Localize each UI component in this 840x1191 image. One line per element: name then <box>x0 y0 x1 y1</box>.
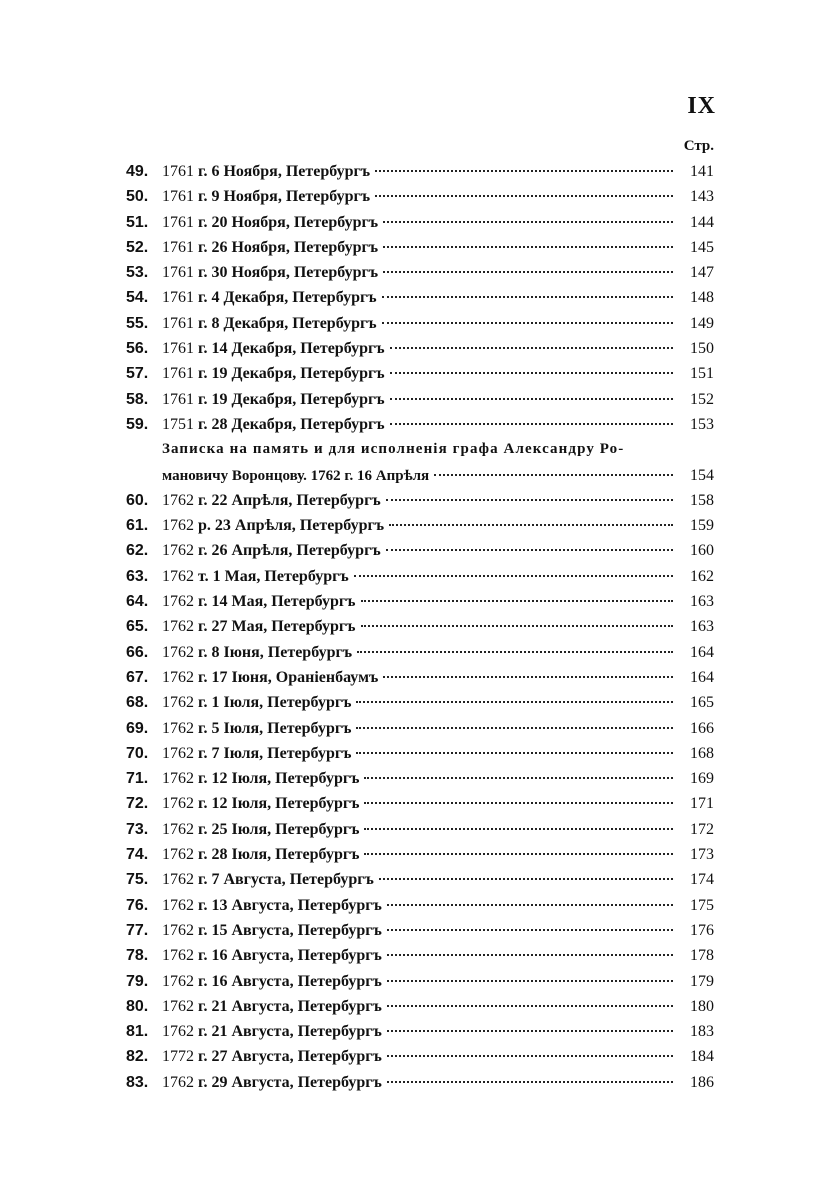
entry-date-place: г. 16 Августа, Петербургъ <box>198 972 382 990</box>
entry-text <box>162 791 359 816</box>
entry-text <box>162 665 378 690</box>
entry-number: 56. <box>126 340 149 358</box>
entry-number: 60. <box>126 491 149 509</box>
toc-entry <box>126 564 714 589</box>
entry-text <box>162 1044 382 1069</box>
entry-text <box>162 716 351 741</box>
entry-page: 169 <box>690 770 714 788</box>
entry-number: 63. <box>126 567 149 585</box>
entry-year: 1762 <box>162 593 194 611</box>
entry-text <box>162 640 352 665</box>
toc-note-line-1: Записка на память и для исполненія графа Александру Ро- <box>162 441 625 458</box>
entry-text <box>162 260 378 285</box>
entry-year: 1762 <box>162 542 194 560</box>
entry-page: 175 <box>690 896 714 914</box>
entry-text <box>162 994 382 1019</box>
entry-year: 1761 <box>162 264 194 282</box>
table-of-contents <box>126 159 714 1095</box>
toc-entry <box>126 690 714 715</box>
entry-year: 1762 <box>162 820 194 838</box>
entry-number: 65. <box>126 618 149 636</box>
entry-page: 168 <box>690 744 714 762</box>
entry-number: 80. <box>126 997 149 1015</box>
dot-leader <box>364 853 673 855</box>
entry-date-place: г. 21 Августа, Петербургъ <box>198 1023 382 1041</box>
entry-date-place: г. 21 Августа, Петербургъ <box>198 997 382 1015</box>
entry-page: 158 <box>690 491 714 509</box>
entry-text <box>162 690 351 715</box>
toc-entry <box>126 943 714 968</box>
entry-text <box>162 741 351 766</box>
dot-leader <box>356 752 673 754</box>
toc-entry <box>126 1044 714 1069</box>
entry-year: 1762 <box>162 997 194 1015</box>
entry-year: 1761 <box>162 390 194 408</box>
toc-entry <box>126 311 714 336</box>
toc-entry <box>126 994 714 1019</box>
toc-entry <box>126 867 714 892</box>
entry-date-place: г. 19 Декабря, Петербургъ <box>198 365 385 383</box>
entry-date-place: г. 26 Апрѣля, Петербургъ <box>198 542 381 560</box>
entry-number: 58. <box>126 390 149 408</box>
entry-number: 54. <box>126 289 149 307</box>
toc-entry <box>126 235 714 260</box>
entry-page: 162 <box>690 567 714 585</box>
dot-leader <box>364 777 673 779</box>
entry-page: 174 <box>690 871 714 889</box>
entry-year: 1762 <box>162 618 194 636</box>
toc-entry <box>126 210 714 235</box>
entry-page: 164 <box>690 668 714 686</box>
toc-entry <box>126 766 714 791</box>
entry-year: 1762 <box>162 567 194 585</box>
entry-date-place: г. 27 Мая, Петербургъ <box>198 618 356 636</box>
dot-leader <box>375 195 673 197</box>
entry-number: 61. <box>126 517 149 535</box>
entry-number: 76. <box>126 896 149 914</box>
entry-page: 186 <box>690 1073 714 1091</box>
entry-date-place: г. 25 Іюля, Петербургъ <box>198 820 360 838</box>
entry-text <box>162 235 378 260</box>
entry-text <box>162 488 381 513</box>
entry-text <box>162 184 370 209</box>
entry-number: 66. <box>126 643 149 661</box>
entry-year: 1762 <box>162 896 194 914</box>
entry-text <box>162 589 356 614</box>
entry-page: 184 <box>690 1048 714 1066</box>
entry-text <box>162 538 381 563</box>
entry-number: 83. <box>126 1073 149 1091</box>
entry-text <box>162 513 384 538</box>
entry-text <box>162 766 359 791</box>
entry-date-place: г. 14 Мая, Петербургъ <box>198 593 356 611</box>
entry-year: 1762 <box>162 694 194 712</box>
entry-page: 144 <box>690 213 714 231</box>
entry-page: 151 <box>690 365 714 383</box>
entry-number: 71. <box>126 770 149 788</box>
entry-number: 50. <box>126 188 149 206</box>
entry-text <box>162 564 349 589</box>
dot-leader <box>357 651 673 653</box>
entry-number: 82. <box>126 1048 149 1066</box>
entry-year: 1762 <box>162 1073 194 1091</box>
entry-text <box>162 867 374 892</box>
entry-date-place: г. 22 Апрѣля, Петербургъ <box>198 491 381 509</box>
entry-text <box>162 1019 382 1044</box>
toc-entry <box>126 260 714 285</box>
entry-year: 1762 <box>162 744 194 762</box>
entry-date-place: г. 6 Ноября, Петербургъ <box>198 163 371 180</box>
dot-leader <box>356 727 673 729</box>
entry-date-place: г. 19 Декабря, Петербургъ <box>198 390 385 408</box>
entry-date-place: г. 8 Іюня, Петербургъ <box>198 643 353 661</box>
entry-year: 1761 <box>162 340 194 358</box>
entry-date-place: г. 7 Іюля, Петербургъ <box>198 744 352 762</box>
toc-entry <box>126 640 714 665</box>
entry-text <box>162 361 385 386</box>
entry-page: 178 <box>690 947 714 965</box>
toc-entry <box>126 842 714 867</box>
entry-text <box>162 285 377 310</box>
entry-year: 1762 <box>162 871 194 889</box>
entry-year: 1761 <box>162 365 194 383</box>
entry-text <box>162 1070 382 1095</box>
dot-leader <box>356 701 673 703</box>
entry-text <box>162 336 385 361</box>
dot-leader <box>387 980 673 982</box>
entry-number: 52. <box>126 238 149 256</box>
entry-page: 148 <box>690 289 714 307</box>
entry-year: 1762 <box>162 770 194 788</box>
entry-year: 1761 <box>162 289 194 307</box>
toc-entry <box>126 159 714 184</box>
dot-leader <box>387 1055 673 1057</box>
toc-entry <box>126 716 714 741</box>
entry-text <box>162 893 382 918</box>
entry-year: 1762 <box>162 846 194 864</box>
dot-leader <box>434 474 673 476</box>
entry-number: 81. <box>126 1023 149 1041</box>
toc-entry <box>126 488 714 513</box>
entry-number: 57. <box>126 365 149 383</box>
toc-entry <box>126 285 714 310</box>
toc-entries-group-a <box>126 159 714 437</box>
entry-date-place: г. 4 Декабря, Петербургъ <box>198 289 377 307</box>
entry-text <box>162 842 359 867</box>
entry-date-place: г. 5 Іюля, Петербургъ <box>198 719 352 737</box>
entry-date-place: г. 29 Августа, Петербургъ <box>198 1073 382 1091</box>
dot-leader <box>387 1030 673 1032</box>
entry-date-place: г. 12 Іюля, Петербургъ <box>198 795 360 813</box>
dot-leader <box>361 600 673 602</box>
entry-year: 1762 <box>162 921 194 939</box>
toc-entry <box>126 513 714 538</box>
entry-date-place: т. 1 Мая, Петербургъ <box>198 567 349 585</box>
entry-number: 72. <box>126 795 149 813</box>
entry-page: 143 <box>690 188 714 206</box>
entry-page: 153 <box>690 415 714 433</box>
entry-year: 1761 <box>162 163 194 180</box>
entry-page: 164 <box>690 643 714 661</box>
entry-date-place: г. 14 Декабря, Петербургъ <box>198 340 385 358</box>
entry-year: 1762 <box>162 719 194 737</box>
toc-entry <box>126 184 714 209</box>
entry-text <box>162 311 377 336</box>
entry-year: 1761 <box>162 213 194 231</box>
entry-date-place: г. 17 Іюня, Ораніенбаумъ <box>198 668 379 686</box>
dot-leader <box>386 499 673 501</box>
entry-number: 55. <box>126 314 149 332</box>
entry-number: 77. <box>126 921 149 939</box>
dot-leader <box>390 347 673 349</box>
entry-number: 75. <box>126 871 149 889</box>
entry-page: 163 <box>690 618 714 636</box>
toc-entry <box>126 361 714 386</box>
toc-entry <box>126 665 714 690</box>
toc-entries-group-b <box>126 488 714 1095</box>
dot-leader <box>364 828 673 830</box>
entry-page: 173 <box>690 846 714 864</box>
entry-page: 163 <box>690 593 714 611</box>
entry-page: 141 <box>690 163 714 180</box>
toc-entry <box>126 614 714 639</box>
entry-date-place: г. 26 Ноября, Петербургъ <box>198 238 379 256</box>
entry-page: 183 <box>690 1023 714 1041</box>
entry-date-place: г. 16 Августа, Петербургъ <box>198 947 382 965</box>
entry-text <box>162 210 378 235</box>
entry-number: 62. <box>126 542 149 560</box>
entry-text <box>162 969 382 994</box>
entry-year: 1761 <box>162 238 194 256</box>
dot-leader <box>387 929 673 931</box>
toc-entry <box>126 741 714 766</box>
entry-number: 70. <box>126 744 149 762</box>
entry-year: 1762 <box>162 947 194 965</box>
dot-leader <box>387 904 673 906</box>
page-column-header: Стр. <box>683 138 714 154</box>
entry-number: 69. <box>126 719 149 737</box>
dot-leader <box>387 954 673 956</box>
page-number: IX <box>687 93 716 119</box>
entry-text <box>162 817 359 842</box>
entry-page: 171 <box>690 795 714 813</box>
entry-text <box>162 918 382 943</box>
entry-number: 67. <box>126 668 149 686</box>
entry-text <box>162 943 382 968</box>
entry-text <box>162 412 385 437</box>
entry-page: 176 <box>690 921 714 939</box>
dot-leader <box>389 524 673 526</box>
entry-page: 150 <box>690 340 714 358</box>
dot-leader <box>386 549 673 551</box>
entry-number: 73. <box>126 820 149 838</box>
toc-entry <box>126 969 714 994</box>
entry-number: 79. <box>126 972 149 990</box>
entry-page: 166 <box>690 719 714 737</box>
entry-page: 145 <box>690 238 714 256</box>
entry-year: 1762 <box>162 1023 194 1041</box>
toc-entry <box>126 1070 714 1095</box>
toc-entry <box>126 589 714 614</box>
entry-page: 179 <box>690 972 714 990</box>
entry-year: 1761 <box>162 188 194 206</box>
entry-page: 147 <box>690 264 714 282</box>
entry-text <box>162 159 370 184</box>
dot-leader <box>379 878 673 880</box>
entry-date-place: г. 9 Ноября, Петербургъ <box>198 188 371 206</box>
toc-entry <box>126 817 714 842</box>
entry-date-place: р. 23 Апрѣля, Петербургъ <box>198 517 385 535</box>
dot-leader <box>390 423 673 425</box>
toc-entry <box>126 538 714 563</box>
dot-leader <box>383 221 673 223</box>
entry-number: 49. <box>126 163 149 180</box>
dot-leader <box>390 372 673 374</box>
dot-leader <box>375 170 673 172</box>
toc-note-text: мановичу Воронцову. 1762 г. 16 Апрѣля <box>162 467 430 484</box>
dot-leader <box>387 1005 673 1007</box>
dot-leader <box>390 398 673 400</box>
entry-year: 1761 <box>162 314 194 332</box>
entry-number: 53. <box>126 264 149 282</box>
entry-number: 51. <box>126 213 149 231</box>
entry-page: 180 <box>690 997 714 1015</box>
entry-text <box>162 614 356 639</box>
toc-entry <box>126 412 714 437</box>
entry-page: 172 <box>690 820 714 838</box>
dot-leader <box>382 322 673 324</box>
dot-leader <box>354 575 673 577</box>
entry-date-place: г. 27 Августа, Петербургъ <box>198 1048 382 1066</box>
dot-leader <box>382 296 673 298</box>
entry-number: 78. <box>126 947 149 965</box>
entry-year: 1762 <box>162 491 194 509</box>
dot-leader <box>383 676 673 678</box>
toc-entry <box>126 336 714 361</box>
toc-entry <box>126 918 714 943</box>
entry-year: 1762 <box>162 795 194 813</box>
toc-entry <box>126 387 714 412</box>
entry-date-place: г. 1 Іюля, Петербургъ <box>198 694 352 712</box>
entry-date-place: г. 28 Декабря, Петербургъ <box>198 415 385 433</box>
entry-year: 1762 <box>162 668 194 686</box>
entry-number: 64. <box>126 593 149 611</box>
toc-entry <box>126 893 714 918</box>
entry-year: 1772 <box>162 1048 194 1066</box>
entry-date-place: г. 7 Августа, Петербургъ <box>198 871 374 889</box>
dot-leader <box>364 802 673 804</box>
toc-entry <box>126 1019 714 1044</box>
entry-number: 74. <box>126 846 149 864</box>
entry-page: 165 <box>690 694 714 712</box>
entry-date-place: г. 13 Августа, Петербургъ <box>198 896 382 914</box>
entry-year: 1751 <box>162 415 194 433</box>
entry-number: 68. <box>126 694 149 712</box>
entry-text <box>162 387 385 412</box>
entry-page: 152 <box>690 390 714 408</box>
dot-leader <box>383 246 673 248</box>
entry-page: 159 <box>690 517 714 535</box>
entry-year: 1762 <box>162 517 194 535</box>
toc-entry <box>126 791 714 816</box>
entry-date-place: г. 28 Іюля, Петербургъ <box>198 846 360 864</box>
dot-leader <box>387 1081 673 1083</box>
toc-note-line-2 <box>126 463 714 488</box>
entry-page: 160 <box>690 542 714 560</box>
toc-note-page: 154 <box>690 466 714 484</box>
entry-year: 1762 <box>162 972 194 990</box>
dot-leader <box>361 625 673 627</box>
entry-date-place: г. 20 Ноября, Петербургъ <box>198 213 379 231</box>
dot-leader <box>383 271 673 273</box>
entry-date-place: г. 8 Декабря, Петербургъ <box>198 314 377 332</box>
entry-date-place: г. 12 Іюля, Петербургъ <box>198 770 360 788</box>
entry-number: 59. <box>126 415 149 433</box>
entry-page: 149 <box>690 314 714 332</box>
entry-year: 1762 <box>162 643 194 661</box>
entry-date-place: г. 30 Ноября, Петербургъ <box>198 264 379 282</box>
entry-date-place: г. 15 Августа, Петербургъ <box>198 921 382 939</box>
